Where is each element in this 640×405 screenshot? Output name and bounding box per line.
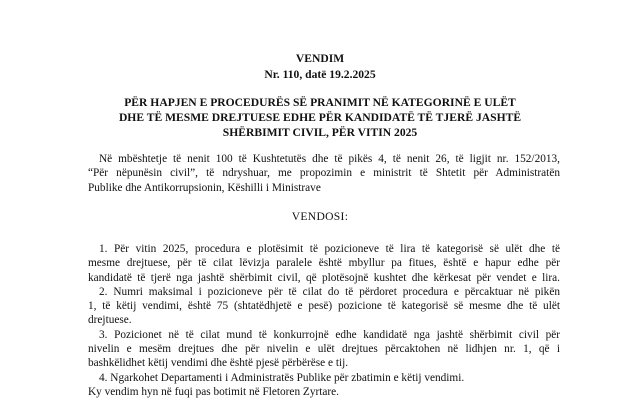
point-2-line: drejtuese. [88,314,132,327]
preamble-line: Në mbështetje të nenit 100 të Kushtetutës dhe të pikës 4, të nenit 26, të ligjit nr. 152/2013, [99,153,560,165]
subject-line: DHE TË MESME DREJTUESE EDHE PËR KANDIDATË TË TJERË JASHTË [118,111,522,125]
preamble-line: Publike dhe Antikorrupsionin, Këshilli i Ministrave [88,181,321,194]
preamble-paragraph [88,152,560,195]
document-title: VENDIM [295,52,345,65]
decision-subject [70,95,570,141]
decision-number: Nr. 110, datë 19.2.2025 [264,68,376,81]
entry-into-force-line: Ky vendim hyn në fuqi pas botimit në Fletoren Zyrtare. [88,385,339,398]
decides-heading: VENDOSI: [291,210,349,223]
decision-points [88,242,560,399]
point-4-line: 4. Ngarkohet Departamenti i Administratës Publike për zbatimin e këtij vendimi. [99,371,465,384]
point-1-line: kandidatë të tjerë nga jashtë shërbimit civil, që plotësojnë kushtet dhe kërkesat për vendet e lira. [88,271,560,284]
point-1-line: 1. Për vitin 2025, procedura e plotësimit të pozicioneve të lira të kategorisë së ulët dhe të [99,243,560,255]
point-2-line: 1, të këtij vendimi, është 75 (shtatëdhjetë e pesë) pozicione të kategorisë së mesme dhe të ulët [88,300,560,313]
point-3-line: 3. Pozicionet në të cilat mund të konkurrojnë edhe kandidatë nga jashtë shërbimit civil për [99,328,560,341]
point-3-line: nivelin e mesëm drejtues dhe për nivelin e ulët drejtues përcaktohen në lidhjen nr. 1, që i [88,343,560,356]
preamble-line: “Për nëpunësin civil”, të ndryshuar, me propozimin e ministrit të Shtetit për Administratën [88,167,560,180]
point-2-line: 2. Numri maksimal i pozicioneve për të cilat do të përdoret procedura e përcaktuar në pikën [99,285,560,298]
point-1-line: mesme drejtuese, për të cilat lëvizja paralele është mbyllur pa fitues, është e hapur edhe për [88,257,560,270]
subject-line: PËR HAPJEN E PROCEDURËS SË PRANIMIT NË KATEGORINË E ULËT [124,96,516,109]
point-3-line: bashkëlidhet këtij vendimi dhe është pjesë përbërëse e tij. [88,357,349,370]
subject-line: SHËRBIMIT CIVIL, PËR VITIN 2025 [222,126,418,140]
